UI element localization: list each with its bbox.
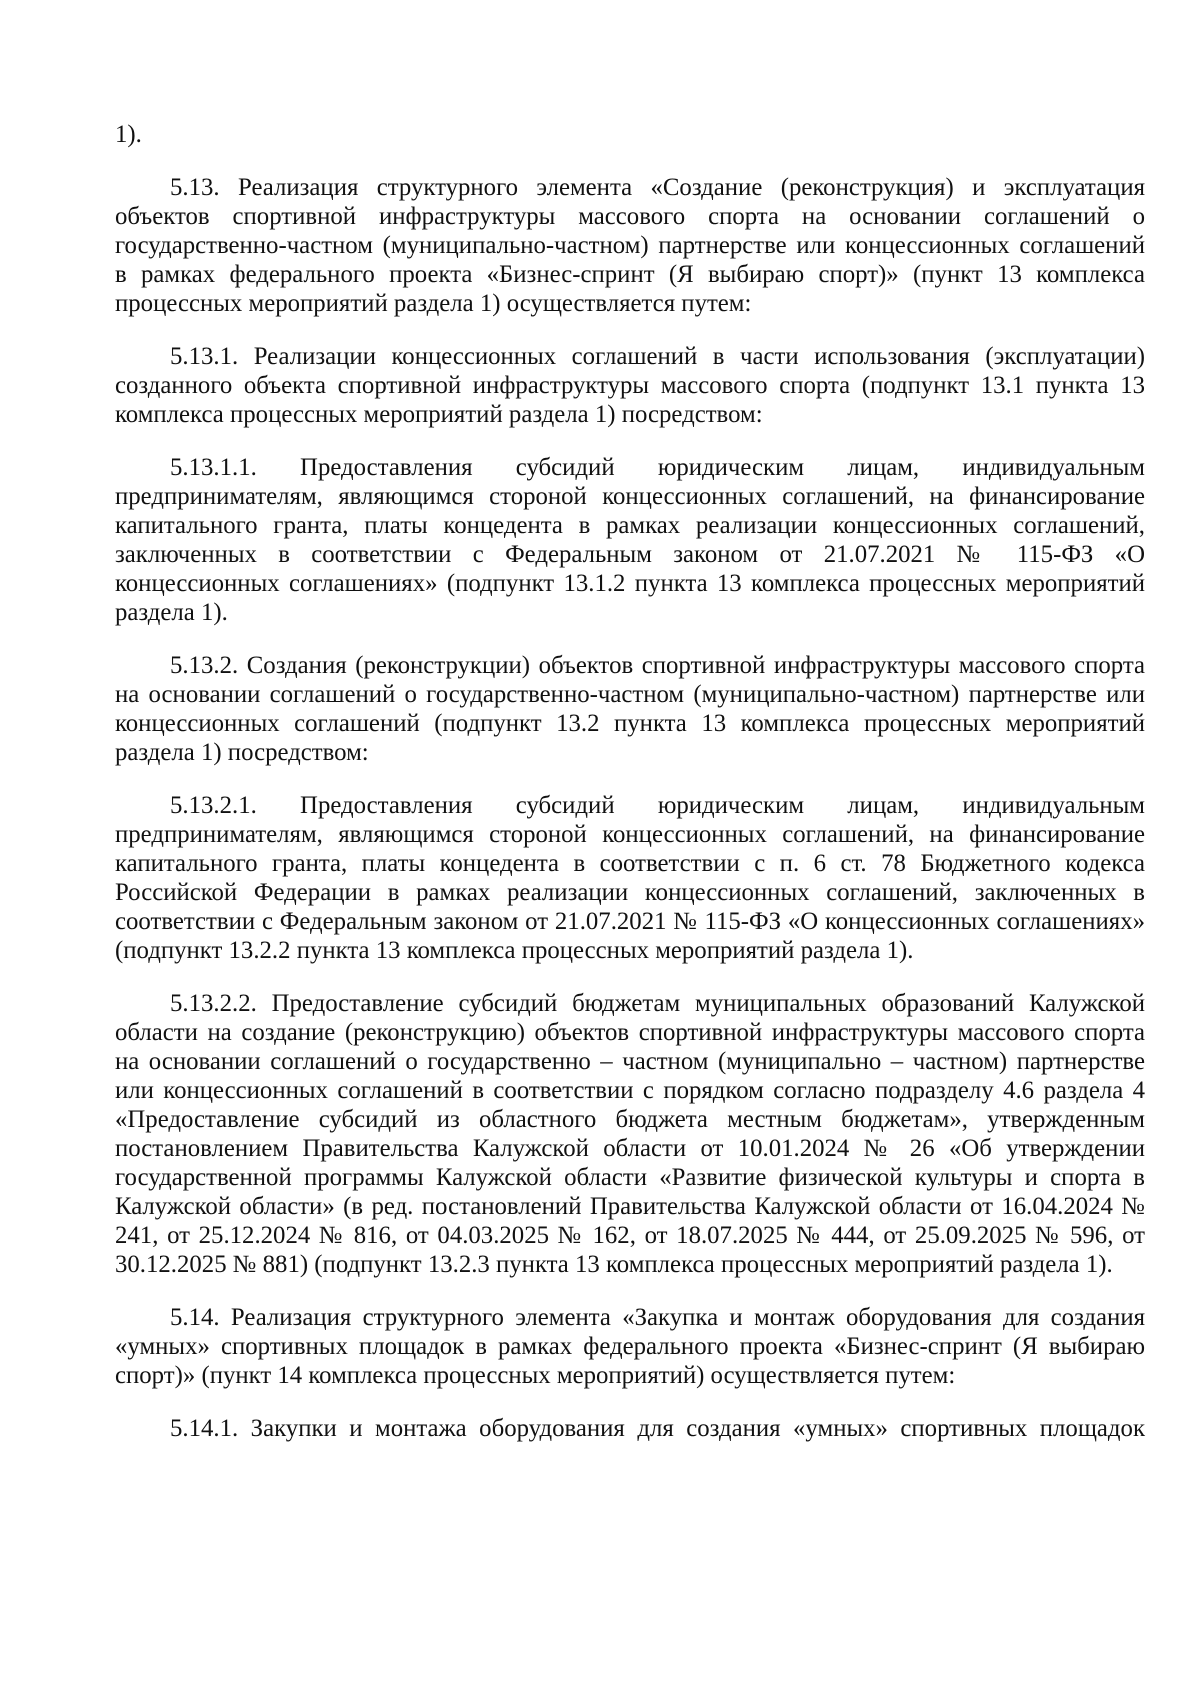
document-page: [115, 120, 1145, 1443]
paragraph-5-14-1: 5.14.1. Закупки и монтажа оборудования для создания «умных» спортивных площадок: [170, 1415, 1145, 1442]
paragraph-5-13-2: 5.13.2. Создания (реконструкции) объектов спортивной инфраструктуры массового спорта на основании соглашений о государственно-частном (муниципально-частном) партнерстве или концессионных соглашений (подпункт 13.2 пункта 13 комплекса процессных мероприятий раздела 1) посредством:: [115, 652, 1145, 766]
paragraph-5-13-2-2: 5.13.2.2. Предоставление субсидий бюджетам муниципальных образований Калужской области на создание (реконструкцию) объектов спортивной инфраструктуры массового спорта на основании соглашений о государственно – частном (муниципально – частном) партнерстве или концессионных соглашений в соответствии с порядком согласно подразделу 4.6 раздела 4 «Предоставление субсидий из областного бюджета местным бюджетам», утвержденным постановлением Правительства Калужской области от 10.01.2024 № 26 «Об утверждении государственной программы Калужской области «Развитие физической культуры и спорта в Калужской области» (в ред. постановлений Правительства Калужской области от 16.04.2024 № 241, от 25.12.2024 № 816, от 04.03.2025 № 162, от 18.07.2025 № 444, от 25.09.2025 № 596, от 30.12.2025 № 881) (подпункт 13.2.3 пункта 13 комплекса процессных мероприятий раздела 1).: [115, 990, 1145, 1278]
paragraph-5-14: 5.14. Реализация структурного элемента «Закупка и монтаж оборудования для создания «умных» спортивных площадок в рамках федерального проекта «Бизнес-спринт (Я выбираю спорт)» (пункт 14 комплекса процессных мероприятий) осуществляется путем:: [115, 1304, 1145, 1389]
paragraph-5-13-1: 5.13.1. Реализации концессионных соглашений в части использования (эксплуатации) созданного объекта спортивной инфраструктуры массового спорта (подпункт 13.1 пункта 13 комплекса процессных мероприятий раздела 1) посредством:: [115, 343, 1145, 428]
paragraph-continuation: 1).: [115, 121, 142, 148]
paragraph-5-13-1-1: 5.13.1.1. Предоставления субсидий юридическим лицам, индивидуальным предпринимателям, являющимся стороной концессионных соглашений, на финансирование капитального гранта, платы концедента в рамках реализации концессионных соглашений, заключенных в соответствии с Федеральным законом от 21.07.2021 № 115-ФЗ «О концессионных соглашениях» (подпункт 13.1.2 пункта 13 комплекса процессных мероприятий раздела 1).: [115, 454, 1145, 626]
paragraph-5-13: 5.13. Реализация структурного элемента «Создание (реконструкция) и эксплуатация объектов спортивной инфраструктуры массового спорта на основании соглашений о государственно-частном (муниципально-частном) партнерстве или концессионных соглашений в рамках федерального проекта «Бизнес-спринт (Я выбираю спорт)» (пункт 13 комплекса процессных мероприятий раздела 1) осуществляется путем:: [115, 174, 1145, 317]
paragraph-5-13-2-1: 5.13.2.1. Предоставления субсидий юридическим лицам, индивидуальным предпринимателям, являющимся стороной концессионных соглашений, на финансирование капитального гранта, платы концедента в соответствии с п. 6 ст. 78 Бюджетного кодекса Российской Федерации в рамках реализации концессионных соглашений, заключенных в соответствии с Федеральным законом от 21.07.2021 № 115-ФЗ «О концессионных соглашениях» (подпункт 13.2.2 пункта 13 комплекса процессных мероприятий раздела 1).: [115, 792, 1145, 964]
